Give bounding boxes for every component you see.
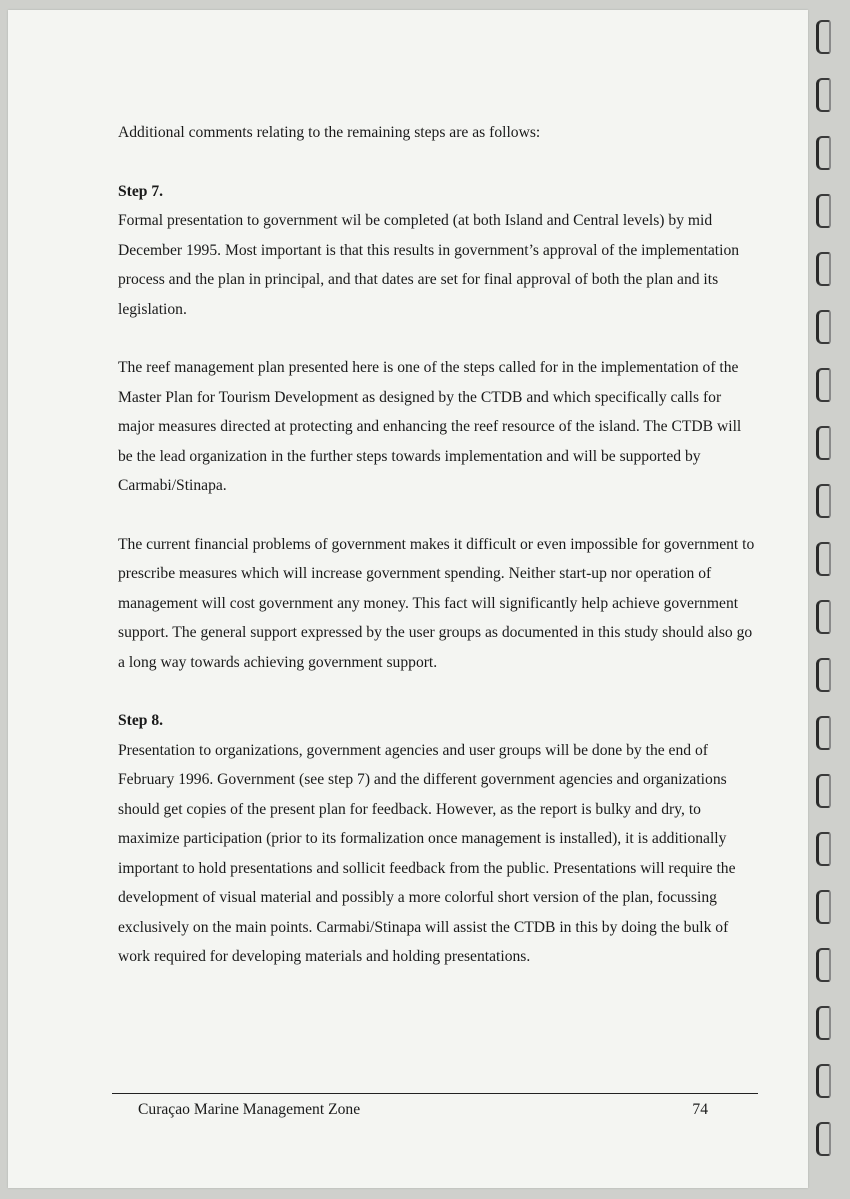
step-8-paragraph-1: Presentation to organizations, government agencies and user groups will be done by the end of February 1996. Government (see step 7) and the different government agencies and organizations should get copies of the present plan for feedback. However, as the report is bulky and dry, to maximize participation (prior to its formalization once management is installed), it is additionally important to hold presentations and sollicit feedback from the public. Presentations will require the development of visual material and possibly a more colorful short version of the plan, focussing exclusively on the main points. Carmabi/Stinapa will assist the CTDB in this by doing the bulk of work required for developing materials and holding presentations. [118,741,736,965]
binding-coil [816,774,831,808]
binding-coil [816,658,831,692]
binding-coil [816,252,831,286]
binding-coil [816,716,831,750]
binding-coil [816,542,831,576]
binding-coil [816,368,831,402]
footer-title: Curaçao Marine Management Zone [138,1101,361,1118]
binding-coil [816,136,831,170]
binding-coil [816,600,831,634]
binding-coil [816,426,831,460]
intro-text: Additional comments relating to the remaining steps are as follows: [118,124,541,141]
binding-coil [816,890,831,924]
spiral-binding [808,20,838,1180]
page-number: 74 [692,1101,708,1118]
binding-coil [816,78,831,112]
step-7-heading: Step 7. [118,182,164,200]
binding-coil [816,1006,831,1040]
binding-coil [816,194,831,228]
footer-divider [112,1093,758,1094]
binding-coil [816,948,831,982]
step-7-paragraph-1: Formal presentation to government wil be completed (at both Island and Central levels) by mid December 1995. Most important is that this results in government’s approval of the implementation process and the plan in principal, and that dates are set for final approval of both the plan and its legislation. [118,212,740,318]
page-footer [138,1101,708,1119]
binding-coil [816,484,831,518]
binding-coil [816,310,831,344]
step-8-heading: Step 8. [118,712,164,729]
binding-coil [816,832,831,866]
step-7-paragraph-3: The current financial problems of government makes it difficult or even impossible for government to prescribe measures which will increase government spending. Neither start-up nor operation of management will cost government any money. This fact will significantly help achieve government support. The general support expressed by the user groups as documented in this study should also go a long way towards achieving government support. [118,535,755,671]
binding-coil [816,1122,831,1156]
binding-coil [816,20,831,54]
page-body [118,118,758,972]
step-7-paragraph-2: The reef management plan presented here is one of the steps called for in the implementation of the Master Plan for Tourism Development as designed by the CTDB and which specifically calls for major measures directed at protecting and enhancing the reef resource of the island. The CTDB will be the lead organization in the further steps towards implementation and will be supported by Carmabi/Stinapa. [118,359,742,494]
binding-coil [816,1064,831,1098]
